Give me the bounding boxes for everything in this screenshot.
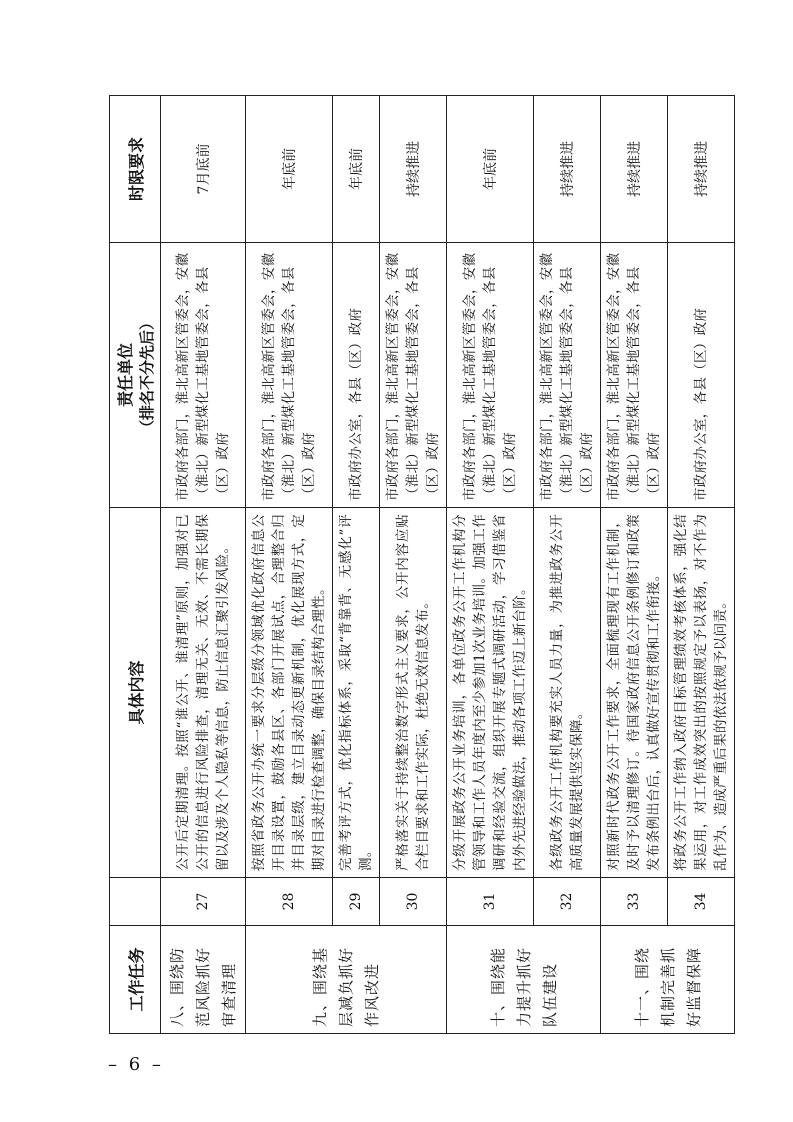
table-row — [246, 96, 333, 1034]
row-number: 29 — [333, 878, 380, 926]
header-unit-label: 责任单位 — [116, 343, 135, 408]
time-cell: 年底前 — [447, 96, 534, 243]
row-number: 32 — [534, 878, 601, 926]
header-unit-note: （排名不分先后） — [138, 315, 156, 436]
task-cell: 九、围绕基层减负抓好作风改进 — [246, 926, 447, 1034]
row-number: 34 — [668, 878, 735, 926]
time-cell: 持续推进 — [668, 96, 735, 243]
time-cell: 持续推进 — [534, 96, 601, 243]
unit-cell: 市政府各部门，淮北高新区管委会，安徽（淮北）新型煤化工基地管委会，各县（区）政府 — [161, 243, 246, 508]
row-number: 27 — [161, 878, 246, 926]
table-row — [668, 96, 735, 1034]
content-cell: 分级开展政务公开业务培训，各单位政务公开工作机构分管领导和工作人员年度内至少参加1次业务培训。加强工作调研和经验交流，组织开展专题式调研活动，学习借鉴省内外先进经验做法，推动各项工作迈上新台阶。 — [447, 508, 534, 878]
time-cell: 7月底前 — [161, 96, 246, 243]
header-time: 时限要求 — [110, 96, 161, 243]
time-cell: 持续推进 — [601, 96, 668, 243]
content-cell: 完善考评方式，优化指标体系，采取“背靠背、无感化”评测。 — [333, 508, 380, 878]
unit-cell: 市政府各部门，淮北高新区管委会，安徽（淮北）新型煤化工基地管委会，各县（区）政府 — [447, 243, 534, 508]
unit-cell: 市政府办公室，各县（区）政府 — [333, 243, 380, 508]
table-row — [601, 96, 668, 1034]
row-number: 33 — [601, 878, 668, 926]
content-cell: 将政务公开工作纳入政府目标管理绩效考核体系，强化结果运用，对工作成效突出的按照规定予以表扬，对不作为乱作为、造成严重后果的依法依规予以问责。 — [668, 508, 735, 878]
table-row — [161, 96, 246, 1034]
content-cell: 对照新时代政务公开工作要求，全面梳理现有工作机制，及时予以清理修订。待国家政府信息公开条例修订和政策发布条例出台后，认真做好宣传贯彻和工作衔接。 — [601, 508, 668, 878]
time-cell: 持续推进 — [380, 96, 447, 243]
header-no — [110, 878, 161, 926]
unit-cell: 市政府各部门，淮北高新区管委会，安徽（淮北）新型煤化工基地管委会，各县（区）政府 — [246, 243, 333, 508]
row-number: 30 — [380, 878, 447, 926]
table-row — [380, 96, 447, 1034]
header-unit — [110, 243, 161, 508]
page-number: – 6 – — [108, 1054, 164, 1075]
task-cell: 八、围绕防范风险抓好审查清理 — [161, 926, 246, 1034]
table-row — [534, 96, 601, 1034]
unit-cell: 市政府各部门，淮北高新区管委会，安徽（淮北）新型煤化工基地管委会，各县（区）政府 — [601, 243, 668, 508]
rotated-page-content — [109, 96, 729, 1034]
row-number: 31 — [447, 878, 534, 926]
task-cell: 十一、围绕机制完善抓好监督保障 — [601, 926, 735, 1034]
row-number: 28 — [246, 878, 333, 926]
table-header-row — [110, 96, 161, 1034]
table-row — [333, 96, 380, 1034]
unit-cell: 市政府各部门，淮北高新区管委会，安徽（淮北）新型煤化工基地管委会，各县（区）政府 — [534, 243, 601, 508]
time-cell: 年底前 — [246, 96, 333, 243]
unit-cell: 市政府各部门，淮北高新区管委会，安徽（淮北）新型煤化工基地管委会，各县（区）政府 — [380, 243, 447, 508]
content-cell: 各级政务公开工作机构要充实人员力量，为推进政务公开高质量发展提供坚实保障。 — [534, 508, 601, 878]
table-row — [447, 96, 534, 1034]
content-cell: 严格落实关于持续整治数字形式主义要求，公开内容应贴合栏目要求和工作实际，杜绝无效信息发布。 — [380, 508, 447, 878]
task-cell: 十、围绕能力提升抓好队伍建设 — [447, 926, 601, 1034]
time-cell: 年底前 — [333, 96, 380, 243]
content-cell: 公开后定期清理。按照“谁公开、谁清理”原则，加强对已公开的信息进行风险排查，清理无关、无效、不需长期保留以及涉及个人隐私等信息，防止信息汇聚引发风险。 — [161, 508, 246, 878]
content-cell: 按照省政务公开办统一要求分层级分领域优化政府信息公开目录设置，鼓励各县区、各部门开展试点，合理整合归并目录层级，建立目录动态更新机制，优化展现方式，定期对目录进行检查调整，确保目录结构合理性。 — [246, 508, 333, 878]
header-content: 具体内容 — [110, 508, 161, 878]
header-task: 工作任务 — [110, 926, 161, 1034]
work-task-table — [109, 95, 735, 1034]
unit-cell: 市政府办公室，各县（区）政府 — [668, 243, 735, 508]
